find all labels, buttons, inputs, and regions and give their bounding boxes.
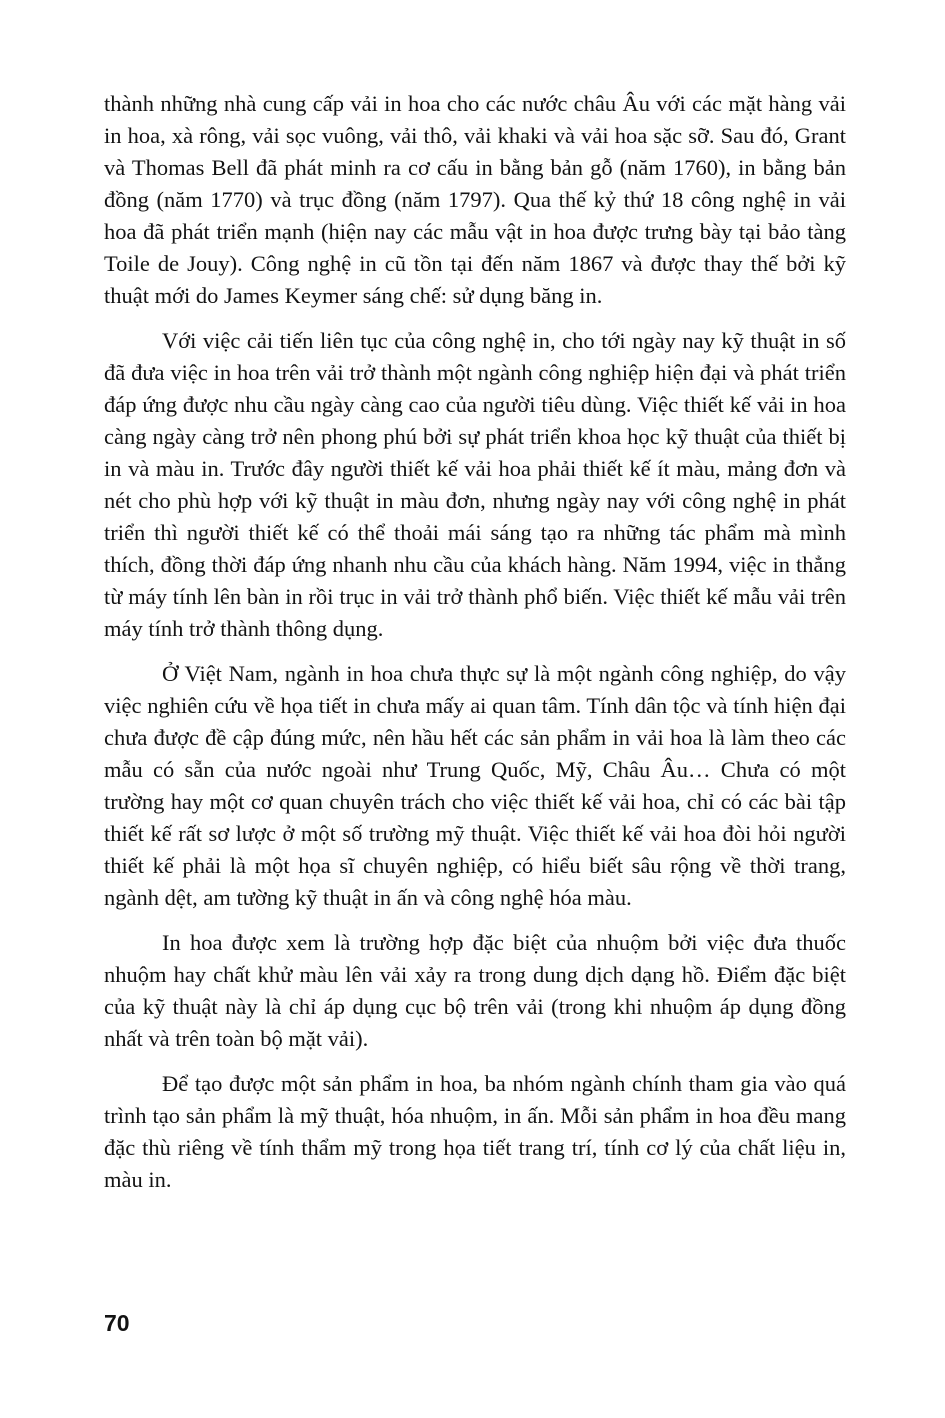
paragraph-1: thành những nhà cung cấp vải in hoa cho các nước châu Âu với các mặt hàng vải in hoa, xà rông, vải sọc vuông, vải thô, vải khaki và vải hoa sặc sỡ. Sau đó, Grant và Thomas Bell đã phát minh ra cơ cấu in bằng bản gỗ (năm 1760), in bằng bản đồng (năm 1770) và trục đồng (năm 1797). Qua thế kỷ thứ 18 công nghệ in vải hoa đã phát triển mạnh (hiện nay các mẫu vật in hoa được trưng bày tại bảo tàng Toile de Jouy). Công nghệ in cũ tồn tại đến năm 1867 và được thay thế bởi kỹ thuật mới do James Keymer sáng chế: sử dụng băng in. [104,91,846,308]
paragraph-4: In hoa được xem là trường hợp đặc biệt của nhuộm bởi việc đưa thuốc nhuộm hay chất khử màu lên vải xảy ra trong dung dịch dạng hồ. Điểm đặc biệt của kỹ thuật này là chỉ áp dụng cục bộ trên vải (trong khi nhuộm áp dụng đồng nhất và trên toàn bộ mặt vải). [104,930,846,1051]
page-number: 70 [104,1310,130,1336]
paragraph-3: Ở Việt Nam, ngành in hoa chưa thực sự là một ngành công nghiệp, do vậy việc nghiên cứu về họa tiết in chưa mấy ai quan tâm. Tính dân tộc và tính hiện đại chưa được đề cập đúng mức, nên hầu hết các sản phẩm in vải hoa là làm theo các mẫu có sẵn của nước ngoài như Trung Quốc, Mỹ, Châu Âu… Chưa có một trường hay một cơ quan chuyên trách cho việc thiết kế vải hoa, chỉ có các bài tập thiết kế rất sơ lược ở một số trường mỹ thuật. Việc thiết kế vải hoa đòi hỏi người thiết kế phải là một họa sĩ chuyên nghiệp, có hiểu biết sâu rộng về thời trang, ngành dệt, am tường kỹ thuật in ấn và công nghệ hóa màu. [104,661,846,910]
paragraph-5: Để tạo được một sản phẩm in hoa, ba nhóm ngành chính tham gia vào quá trình tạo sản phẩm là mỹ thuật, hóa nhuộm, in ấn. Mỗi sản phẩm in hoa đều mang đặc thù riêng về tính thẩm mỹ trong họa tiết trang trí, tính cơ lý của chất liệu in, màu in. [104,1071,846,1192]
text-block [104,88,846,1209]
paragraph-2: Với việc cải tiến liên tục của công nghệ in, cho tới ngày nay kỹ thuật in số đã đưa việc in hoa trên vải trở thành một ngành công nghiệp hiện đại và phát triển đáp ứng được nhu cầu ngày càng cao của người tiêu dùng. Việc thiết kế vải in hoa càng ngày càng trở nên phong phú bởi sự phát triển khoa học kỹ thuật của thiết bị in và màu in. Trước đây người thiết kế vải hoa phải thiết kế ít màu, mảng đơn và nét cho phù hợp với kỹ thuật in màu đơn, nhưng ngày nay với công nghệ in phát triển thì người thiết kế có thể thoải mái sáng tạo ra những tác phẩm mà mình thích, đồng thời đáp ứng nhanh nhu cầu của khách hàng. Năm 1994, việc in thẳng từ máy tính lên bàn in rồi trục in vải trở thành phổ biến. Việc thiết kế mẫu vải trên máy tính trở thành thông dụng. [104,328,846,641]
